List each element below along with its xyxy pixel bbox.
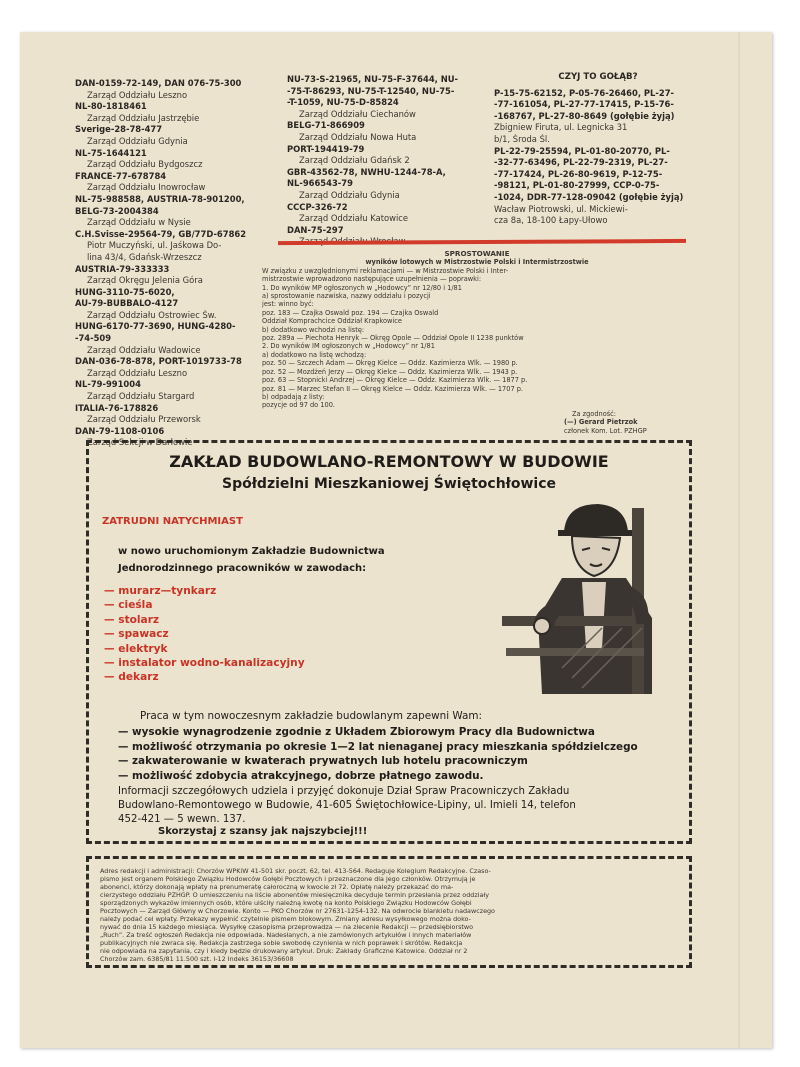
mid-col-ring-number: PORT-194419-79 [287,143,365,154]
footer-line: publikacyjnych nie zwraca się. Redakcja zastrzega sobie swobodę czynienia w nich poprawek i skrótów. Redakcja [100,939,463,947]
profession-item: — elektryk [104,642,168,655]
sprostowanie-line: poz. 50 — Szczech Adam — Okręg Kielce — Oddz. Kazimierza Wlk. — 1980 p. [262,359,518,368]
mid-col-ring-number: NL-966543-79 [287,178,353,189]
sprostowanie-line: poz. 81 — Marzec Stefan II — Okręg Kielce — Oddz. Kazimierza Wlk. — 1707 p. [262,384,524,393]
sprostowanie-title: SPROSTOWANIE [444,250,510,258]
mid-col-ring-number: GBR-43562-78, NWHU-1244-78-A, [287,166,446,177]
left-col-owner: lina 43/4, Gdańsk-Wrzeszcz [87,251,202,262]
benefits-intro: Praca w tym nowoczesnym zakładzie budowlanym zapewni Wam: [140,710,483,722]
left-col-ring-number: DAN-79-1108-0106 [75,425,165,436]
left-col-owner: Zarząd Oddziału Stargard [87,391,195,402]
footer-line: pismo jest organem Polskiego Związku Hodowców Gołębi Pocztowych i przeznaczone dla jego członków. Otrzymują je [100,875,476,883]
sign-name: (—) Gerard Pietrzok [564,418,638,427]
ad-title-line2: Spółdzielni Mieszkaniowej Świętochłowice [222,476,556,492]
sprostowanie-line: poz. 183 — Czajka Oswald poz. 194 — Czajka Oswald [262,308,439,317]
sprostowanie-line: poz. 52 — Mozdżeń Jerzy — Okręg Kielce — Oddz. Kazimierza Wlk. — 1943 p. [262,367,518,376]
left-col-owner: Zarząd Oddziału Wadowice [87,344,201,355]
left-col-ring-number: HUNG-3110-75-6020, [75,286,175,297]
sprostowanie-line: 1. Do wyników MP ogłoszonych w „Hodowcy” nr 12/80 i 1/81 [262,283,462,292]
info-line: Informacji szczegółowych udziela i przyjęć dokonuje Dział Spraw Pracowniczych Zakładu [118,786,570,797]
footer-line: abonenci, którzy dokonają wpłaty na prenumeratę całoroczną w kwocie zł 72. Opłatę należy przekazać do ma- [100,883,454,891]
left-col-ring-number: NL-75-1644121 [75,147,147,158]
profession-item: — cieśla [104,599,153,612]
heading-whose-pigeon: CZYJ TO GOŁĄB? [558,72,638,82]
footer-line: Pocztowych — Zarząd Główny w Chorzowie. Konto — PKO Chorzów nr 27631-1254-132. Na odwrocie blankietu nadawczego [100,907,495,915]
sprostowanie-line: jest: winno być: [262,300,314,309]
left-col-owner: Zarząd Oddziału Inowrocław [87,182,206,193]
mid-col-ring-number: BELG-71-866909 [287,120,365,131]
left-col-ring-number: HUNG-6170-77-3690, HUNG-4280- [75,321,236,332]
sign-role: członek Kom. Lot. PZHGP [564,426,647,435]
footer-line: „Ruch”. Za treść ogłoszeń Redakcja nie odpowiada. Nadesłanych, a nie zamówionych artykułów i innych materiałów [100,931,472,939]
benefits-list [118,725,638,783]
left-col-owner: Zarząd Oddziału Gdynia [87,135,188,146]
left-col-ring-number: NL-75-988588, AUSTRIA-78-901200, [75,193,245,204]
footer-line: Adres redakcji i administracji: Chorzów WPKiW 41-501 skr. poczt. 62, tel. 413-564. Redaguje Kolegium Redakcyjne. Czaso- [100,867,491,875]
left-col-ring-number: -74-509 [75,333,112,344]
left-col-owner: Zarząd Oddziału Leszno [87,367,188,378]
left-col-owner: Zarząd Oddziału Jastrzębie [87,112,200,123]
sprostowanie-line: a) sprostowanie nazwiska, nazwy oddziału i pozycji [262,292,431,301]
mid-col-owner: Zarząd Oddziału Gdańsk 2 [299,155,410,166]
left-col-owner: Zarząd Oddziału Przeworsk [87,414,201,425]
ad-intro-2: Jednorodzinnego pracowników w zawodach: [118,563,367,574]
sprostowanie-line: poz. 63 — Stopnicki Andrzej — Okręg Kielce — Oddz. Kazimierza Wlk. — 1877 p. [262,376,528,385]
sprostowanie-line: b) odpadają z listy: [262,392,325,401]
left-col-ring-number: NL-79-991004 [75,379,141,390]
construction-worker-illustration [502,498,682,694]
right-col-ring-number: -32-77-63496, PL-22-79-2319, PL-27- [494,157,668,168]
sprostowanie-section [262,250,692,435]
left-col-ring-number: C.H.Svisse-29564-79, GB/77D-67862 [75,228,247,239]
benefit-item: — możliwość zdobycia atrakcyjnego, dobrze płatnego zawodu. [118,769,484,782]
left-col-owner: Zarząd Okręgu Jelenia Góra [87,275,203,286]
profession-item: — spawacz [104,628,169,641]
right-col-owner: Zbigniew Firuta, ul. Legnicka 31 [494,122,628,133]
right-col-ring-number: -98121, PL-01-80-27999, CCP-0-75- [494,180,660,191]
benefit-item: — wysokie wynagrodzenie zgodnie z Układem Zbiorowym Pracy dla Budownictwa [118,726,595,738]
left-col-ring-number: AU-79-BUBBALO-4127 [75,298,179,309]
mid-col-owner: Zarząd Oddziału Nowa Huta [299,131,417,142]
ad-intro-1: w nowo uruchomionym Zakładzie Budownictwa [118,546,385,557]
mid-col-ring-number: -75-T-86293, NU-75-T-12540, NU-75- [287,85,455,96]
left-col-ring-number: FRANCE-77-678784 [75,170,167,181]
right-col-owner: cza 8a, 18-100 Łapy-Ułowo [494,215,608,226]
left-col-owner: Zarząd Oddziału w Nysie [87,217,191,228]
right-col-ring-number: -168767, PL-27-80-8649 (gołębie żyją) [494,110,675,121]
info-line: Budowlano-Remontowego w Budowie, 41-605 Świętochłowice-Lipiny, ul. Imieli 14, telefon [118,800,576,811]
mid-col-ring-number: NU-73-S-21965, NU-75-F-37644, NU- [287,74,459,84]
middle-column-list [287,74,487,248]
profession-item: — instalator wodno-kanalizacyjny [104,657,305,670]
right-col-ring-number: -77-161054, PL-27-77-17415, P-15-76- [494,99,674,110]
sprostowanie-subtitle: wyników lotowych w Mistrzostwie Polski i Intermistrzostwie [365,258,589,267]
mid-col-ring-number: CCCP-326-72 [287,201,348,212]
left-col-ring-number: ITALIA-76-178826 [75,402,159,413]
sprostowanie-line: pozycje od 97 do 100. [262,401,335,410]
benefit-item: — zakwaterowanie w kwaterach prywatnych lub hotelu pracowniczym [118,755,528,768]
mid-col-owner: Zarząd Oddziału Gdynia [299,189,400,200]
profession-item: — stolarz [104,613,160,626]
info-line: 452-421 — 5 wewn. 137. [118,814,246,825]
profession-item: — murarz—tynkarz [104,585,217,597]
sprostowanie-line: mistrzostwie wprowadzono następujące uzupełnienia — poprawki: [262,275,482,284]
left-col-owner: Zarząd Oddziału Leszno [87,89,188,100]
sprostowanie-line: poz. 289a — Piechota Henryk — Okręg Opole — Oddział Opole II 1238 punktów [262,334,524,343]
left-col-ring-number: DAN-0159-72-149, DAN 076-75-300 [75,78,242,88]
left-col-owner: Zarząd Oddziału Ostrowiec Św. [87,309,217,320]
left-col-ring-number: BELG-73-2004384 [75,205,159,216]
sprostowanie-line: W związku z uwzględnionymi reklamacjami — w Mistrzostwie Polski i Inter- [262,266,509,275]
right-col-ring-number: PL-22-79-25594, PL-01-80-20770, PL- [494,145,670,156]
footer-line: cierzystego oddziału PZHGP. O umieszczeniu na liście abonentów miesięcznika decyduje termin przesłania przez oddziały [100,891,489,899]
footer-masthead-text [100,867,680,963]
sprostowanie-line: a) dodatkowo na listę wchodzą: [262,350,367,359]
mid-col-ring-number: -T-1059, NU-75-D-85824 [287,97,399,108]
left-col-owner: Piotr Muczyński, ul. Jaśkowa Do- [87,240,222,251]
left-col-ring-number: AUSTRIA-79-333333 [75,263,170,274]
mid-col-owner: Zarząd Oddziału Ciechanów [299,108,416,119]
right-col-owner: b/1, Środa Śl. [494,133,550,144]
closing-line: Skorzystaj z szansy jak najszybciej!!! [158,826,368,837]
left-col-owner: Zarząd Sekcji w Darłowie [87,437,193,448]
professions-list [104,584,305,685]
footer-line: Chorzów zam. 6385/81 11.500 szt. I-12 Indeks 36153/36608 [100,955,294,963]
footer-line: sporządzonych wykazów imiennych osób, które uiściły należną kwotę na konto Polskiego Związku Hodowców Gołębi [100,899,472,907]
sprostowanie-line: 2. Do wyników IM ogłoszonych w „Hodowcy” nr 1/81 [262,342,435,351]
right-col-owner: Wacław Piotrowski, ul. Mickiewi- [494,203,628,214]
sign-label: Za zgodność: [572,409,617,418]
right-col-ring-number: -77-17424, PL-26-80-9619, P-12-75- [494,168,663,179]
right-column [494,72,702,227]
left-col-ring-number: NL-80-1818461 [75,101,147,112]
page-crease [738,32,740,1048]
right-col-ring-number: -1024, DDR-77-128-09042 (gołębie żyją) [494,191,684,202]
left-col-ring-number: Sverige-28-78-477 [75,124,163,135]
hire-now-label: ZATRUDNI NATYCHMIAST [102,516,243,527]
left-col-ring-number: DAN-036-78-878, PORT-1019733-78 [75,356,242,367]
footer-line: należy podać cel wpłaty. Przekazy wypełnić czytelnie pismem blokowym. Zmiany adresu wysyłkowego można doko- [100,915,471,923]
footer-line: nie odpowiada na zapytania, czy i kiedy będzie drukowany artykuł. Druk: Zakłady Graficzne Katowice. Oddział nr 2 [100,947,468,955]
sprostowanie-line: b) dodatkowo wchodzi na listę: [262,325,365,334]
mid-col-ring-number: DAN-75-297 [287,224,344,235]
right-col-ring-number: P-15-75-62152, P-05-76-26460, PL-27- [494,87,675,98]
ad-title-line1: ZAKŁAD BUDOWLANO-REMONTOWY W BUDOWIE [169,452,609,471]
benefit-item: — możliwość otrzymania po okresie 1—2 lat nienaganej pracy mieszkania spółdzielczego [118,740,638,753]
mid-col-owner: Zarząd Oddziału Katowice [299,213,409,224]
left-column-list [75,78,280,449]
footer-line: nywać do dnia 15 każdego miesiąca. Wysyłkę czasopisma przeprowadza — na zlecenie Redakcji — przedsiębiorstwo [100,923,474,931]
sprostowanie-line: Oddział Komprachcice Oddział Krapkowice [262,317,402,326]
profession-item: — dekarz [104,671,159,684]
contact-info [118,785,576,827]
left-col-owner: Zarząd Oddziału Bydgoszcz [87,159,203,170]
